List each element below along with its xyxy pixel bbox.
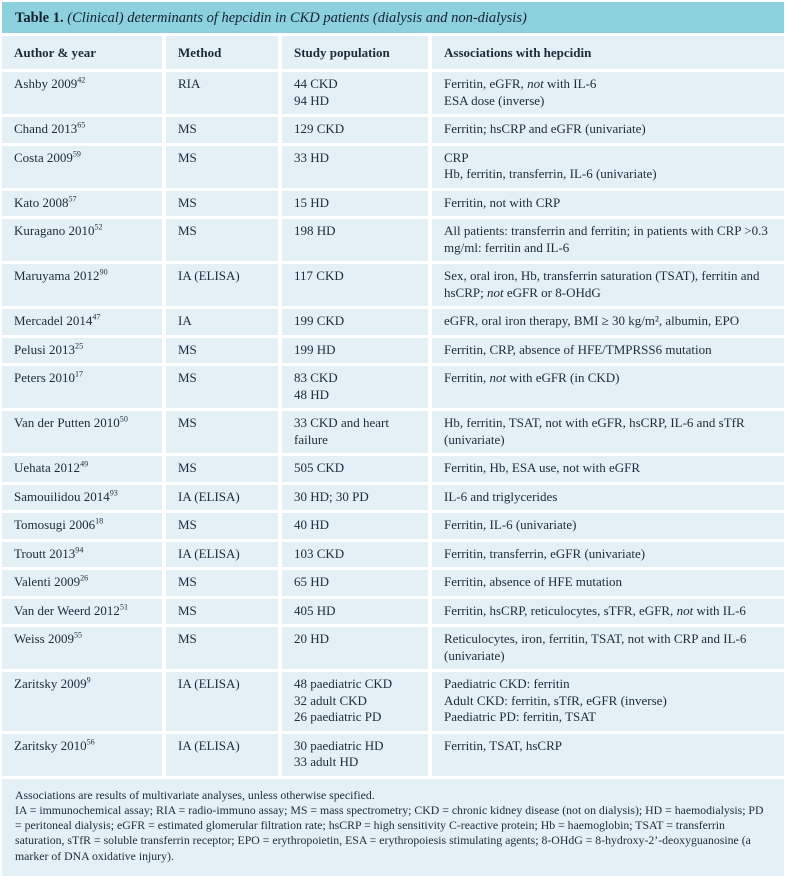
author-cell: Van der Weerd 2012$^{51}$	[2, 597, 164, 626]
population-cell: 30 paediatric HD 33 adult HD	[280, 732, 430, 777]
author-cell: Pelusi 2013$^{25}$	[2, 336, 164, 365]
table-row	[2, 410, 784, 455]
column-header-author: Author & year	[2, 36, 164, 71]
reference-superscript: 65	[77, 120, 86, 130]
table-row	[2, 597, 784, 626]
associations-cell: Ferritin, CRP, absence of HFE/TMPRSS6 mutation	[430, 336, 784, 365]
associations-cell: Ferritin, TSAT, hsCRP	[430, 732, 784, 777]
table-row	[2, 512, 784, 541]
table-row	[2, 483, 784, 512]
reference-superscript: 94	[75, 545, 84, 555]
associations-cell: Ferritin, not with CRP	[430, 189, 784, 218]
column-header-method: Method	[164, 36, 280, 71]
population-cell: 30 HD; 30 PD	[280, 483, 430, 512]
table-row	[2, 189, 784, 218]
method-cell: IA (ELISA)	[164, 483, 280, 512]
reference-superscript: 57	[68, 194, 77, 204]
header-row	[2, 36, 784, 71]
author-cell: Chand 2013$^{65}$	[2, 116, 164, 145]
population-cell: 33 CKD and heart failure	[280, 410, 430, 455]
associations-cell: Ferritin; hsCRP and eGFR (univariate)	[430, 116, 784, 145]
table-row	[2, 144, 784, 189]
table-number-label: Table 1.	[15, 10, 64, 26]
reference-superscript: 56	[86, 737, 95, 747]
population-cell: 20 HD	[280, 626, 430, 671]
author-cell: Kuragano 2010$^{52}$	[2, 218, 164, 263]
method-cell: IA (ELISA)	[164, 540, 280, 569]
table-row	[2, 569, 784, 598]
population-cell: 83 CKD 48 HD	[280, 365, 430, 410]
method-cell: IA (ELISA)	[164, 671, 280, 733]
method-cell: IA (ELISA)	[164, 732, 280, 777]
associations-cell: eGFR, oral iron therapy, BMI ≥ 30 kg/m², albumin, EPO	[430, 308, 784, 337]
associations-cell: Ferritin, IL-6 (univariate)	[430, 512, 784, 541]
method-cell: MS	[164, 597, 280, 626]
associations-cell: Paediatric CKD: ferritin Adult CKD: ferritin, sTfR, eGFR (inverse) Paediatric PD: ferritin, TSAT	[430, 671, 784, 733]
table-row	[2, 71, 784, 116]
author-cell: Tomosugi 2006$^{18}$	[2, 512, 164, 541]
population-cell: 103 CKD	[280, 540, 430, 569]
method-cell: MS	[164, 512, 280, 541]
population-cell: 44 CKD 94 HD	[280, 71, 430, 116]
table-row	[2, 732, 784, 777]
associations-cell: Sex, oral iron, Hb, transferrin saturation (TSAT), ferritin and hsCRP; not eGFR or 8-OHdG	[430, 263, 784, 308]
method-cell: MS	[164, 365, 280, 410]
table-row	[2, 336, 784, 365]
table-title-bar	[2, 2, 784, 36]
reference-superscript: 17	[75, 369, 84, 379]
method-cell: IA	[164, 308, 280, 337]
method-cell: RIA	[164, 71, 280, 116]
population-cell: 199 CKD	[280, 308, 430, 337]
associations-cell: Ferritin, Hb, ESA use, not with eGFR	[430, 455, 784, 484]
associations-cell: Ferritin, hsCRP, reticulocytes, sTFR, eGFR, not with IL-6	[430, 597, 784, 626]
method-cell: IA (ELISA)	[164, 263, 280, 308]
author-cell: Van der Putten 2010$^{50}$	[2, 410, 164, 455]
associations-cell: Ferritin, eGFR, not with IL-6 ESA dose (inverse)	[430, 71, 784, 116]
reference-superscript: 52	[94, 222, 103, 232]
method-cell: MS	[164, 569, 280, 598]
method-cell: MS	[164, 189, 280, 218]
table-row	[2, 626, 784, 671]
reference-superscript: 55	[73, 630, 83, 640]
associations-cell: All patients: transferrin and ferritin; in patients with CRP >0.3 mg/ml: ferritin and IL-6	[430, 218, 784, 263]
population-cell: 33 HD	[280, 144, 430, 189]
reference-superscript: 90	[99, 267, 108, 277]
table-title-text: (Clinical) determinants of hepcidin in CKD patients (dialysis and non-dialysis)	[67, 10, 527, 26]
author-cell: Uehata 2012$^{49}$	[2, 455, 164, 484]
footnote-abbreviations: IA = immunochemical assay; RIA = radio-immuno assay; MS = mass spectrometry; CKD = chronic kidney disease (not on dialysis); HD = haemodialysis; PD = peritoneal dialysis; eGFR = estimated glomerular filtration rate; hsCRP = high sensitivity C-reactive protein; Hb = haemoglobin; TSAT = transferrin saturation, sTfR = soluble transferrin receptor; EPO = erythropoietin, ESA = erythropoiesis stimulating agents; 8-OHdG = 8-hydroxy-2’-deoxyguanosine (a marker of DNA oxidative injury).	[15, 802, 764, 863]
population-cell: 199 HD	[280, 336, 430, 365]
author-cell: Kato 2008$^{57}$	[2, 189, 164, 218]
reference-superscript: 49	[80, 459, 89, 469]
associations-cell: CRP Hb, ferritin, transferrin, IL-6 (univariate)	[430, 144, 784, 189]
column-header-population: Study population	[280, 36, 430, 71]
population-cell: 40 HD	[280, 512, 430, 541]
reference-superscript: 9	[86, 675, 91, 685]
author-cell: Mercadel 2014$^{47}$	[2, 308, 164, 337]
determinants-table	[2, 36, 784, 779]
method-cell: MS	[164, 410, 280, 455]
population-cell: 198 HD	[280, 218, 430, 263]
footnote-note: Associations are results of multivariate analyses, unless otherwise specified.	[15, 787, 375, 802]
population-cell: 48 paediatric CKD 32 adult CKD 26 paediatric PD	[280, 671, 430, 733]
associations-cell: Ferritin, absence of HFE mutation	[430, 569, 784, 598]
table-row	[2, 540, 784, 569]
reference-superscript: 25	[75, 341, 84, 351]
method-cell: MS	[164, 455, 280, 484]
associations-cell: IL-6 and triglycerides	[430, 483, 784, 512]
table-row	[2, 218, 784, 263]
method-cell: MS	[164, 218, 280, 263]
population-cell: 129 CKD	[280, 116, 430, 145]
population-cell: 505 CKD	[280, 455, 430, 484]
method-cell: MS	[164, 144, 280, 189]
reference-superscript: 59	[72, 149, 81, 159]
population-cell: 65 HD	[280, 569, 430, 598]
author-cell: Valenti 2009$^{26}$	[2, 569, 164, 598]
reference-superscript: 18	[95, 516, 104, 526]
reference-superscript: 51	[119, 602, 128, 612]
reference-superscript: 93	[109, 488, 118, 498]
method-cell: MS	[164, 336, 280, 365]
author-cell: Ashby 2009$^{42}$	[2, 71, 164, 116]
author-cell: Weiss 2009$^{55}$	[2, 626, 164, 671]
author-cell: Samouilidou 2014$^{93}$	[2, 483, 164, 512]
table-row	[2, 455, 784, 484]
author-cell: Peters 2010$^{17}$	[2, 365, 164, 410]
method-cell: MS	[164, 626, 280, 671]
table-row	[2, 671, 784, 733]
table-row	[2, 263, 784, 308]
table-row	[2, 365, 784, 410]
population-cell: 15 HD	[280, 189, 430, 218]
author-cell: Troutt 2013$^{94}$	[2, 540, 164, 569]
method-cell: MS	[164, 116, 280, 145]
reference-superscript: 26	[80, 573, 89, 583]
author-cell: Costa 2009$^{59}$	[2, 144, 164, 189]
associations-cell: Hb, ferritin, TSAT, not with eGFR, hsCRP, IL-6 and sTfR (univariate)	[430, 410, 784, 455]
associations-cell: Reticulocytes, iron, ferritin, TSAT, not with CRP and IL-6 (univariate)	[430, 626, 784, 671]
table-header	[2, 36, 784, 71]
author-cell: Zaritsky 2009$^9$	[2, 671, 164, 733]
reference-superscript: 42	[77, 75, 86, 85]
reference-superscript: 50	[119, 414, 128, 424]
table-row	[2, 116, 784, 145]
author-cell: Maruyama 2012$^{90}$	[2, 263, 164, 308]
table-row	[2, 308, 784, 337]
table-body	[2, 71, 784, 778]
column-header-associations: Associations with hepcidin	[430, 36, 784, 71]
table-footnote	[2, 779, 784, 870]
population-cell: 117 CKD	[280, 263, 430, 308]
associations-cell: Ferritin, not with eGFR (in CKD)	[430, 365, 784, 410]
reference-superscript: 47	[92, 312, 101, 322]
associations-cell: Ferritin, transferrin, eGFR (univariate)	[430, 540, 784, 569]
population-cell: 405 HD	[280, 597, 430, 626]
author-cell: Zaritsky 2010$^{56}$	[2, 732, 164, 777]
